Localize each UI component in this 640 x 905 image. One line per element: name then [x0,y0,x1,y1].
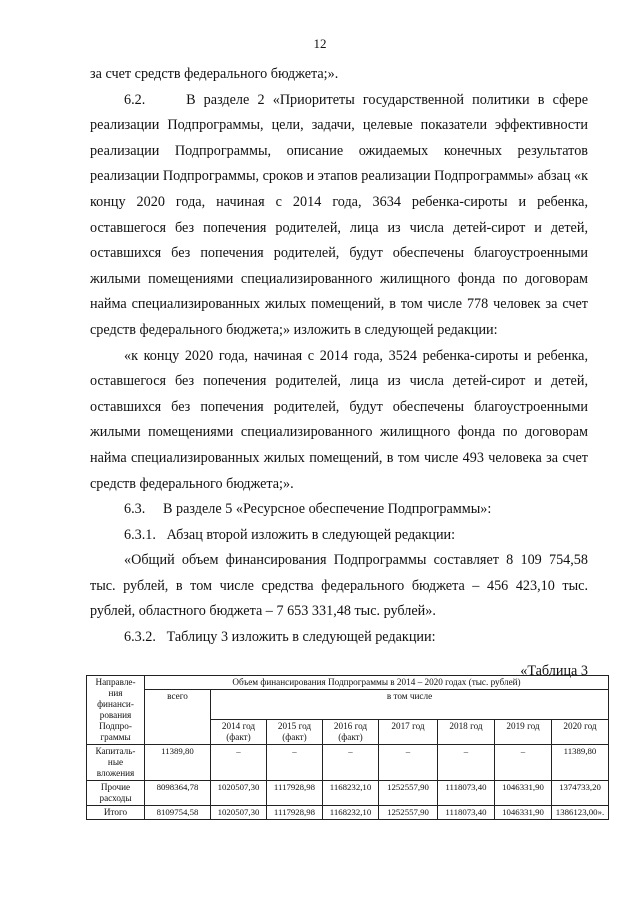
total-cell: 8109754,58 [145,806,211,820]
value-cell: – [379,745,438,781]
year-header: 2020 год [552,720,609,745]
year-header: 2016 год (факт) [323,720,379,745]
value-cell: 1374733,20 [552,781,609,806]
value-cell: 1118073,40 [438,781,495,806]
value-cell: 1046331,90 [495,781,552,806]
corner-header: Направле-ния финанси-рования Подпро-граммы [87,676,145,745]
value-cell: 1168232,10 [323,781,379,806]
row-label: Прочие расходы [87,781,145,806]
value-cell: 1117928,98 [267,781,323,806]
value-cell: – [267,745,323,781]
document-body [90,62,588,684]
year-header: 2017 год [379,720,438,745]
value-cell: 1020507,30 [211,806,267,820]
row-label: Капиталь-ные вложения [87,745,145,781]
year-header: 2018 год [438,720,495,745]
value-cell: 1252557,90 [379,781,438,806]
year-header: 2019 год [495,720,552,745]
sub-header: в том числе [211,690,609,720]
total-cell: 8098364,78 [145,781,211,806]
value-cell: 1168232,10 [323,806,379,820]
group-header: Объем финансирования Подпрограммы в 2014 – 2020 годах (тыс. рублей) [145,676,609,690]
value-cell: 1118073,40 [438,806,495,820]
paragraph-6-3-2: 6.3.2. Таблицу 3 изложить в следующей редакции: [124,629,436,646]
year-header: 2015 год (факт) [267,720,323,745]
value-cell: 1252557,90 [379,806,438,820]
table-header-row-2 [87,690,609,720]
year-header: 2014 год (факт) [211,720,267,745]
value-cell: 11389,80 [552,745,609,781]
row-label: Итого [87,806,145,820]
value-cell: – [211,745,267,781]
value-cell: – [323,745,379,781]
value-cell: – [438,745,495,781]
value-cell: 1046331,90 [495,806,552,820]
paragraph-6-3-1: 6.3.1. Абзац второй изложить в следующей редакции: [124,526,456,543]
total-header: всего [145,690,211,745]
paragraph-new-wording: «к концу 2020 года, начиная с 2014 года, 3524 ребенка-сироты и ребенка, оставшегося без попечения родителей, лица из числа детей-сирот и детей, оставшихся без попечения родителей, будут обеспечены благоустроенными жилыми помещениями специализированного жилищного фонда по договорам найма специализированных жилых помещений, в том числе 493 человека за счет средств федерального бюджета;». [90,347,588,492]
total-cell: 11389,80 [145,745,211,781]
paragraph-6-2: 6.2. В разделе 2 «Приоритеты государственной политики в сфере реализации Подпрограммы, цели, задачи, целевые показатели эффективности реализации Подпрограммы, описание ожидаемых конечных результатов реализации Подпрограммы, сроков и этапов реализации Подпрограммы» абзац «к концу 2020 года, начиная с 2014 года, 3634 ребенка-сироты и ребенка, оставшегося без попечения родителей, лица из числа детей-сирот и детей, оставшихся без попечения родителей, будут обеспечены благоустроенными жилыми помещениями специализированного жилищного фонда по договорам найма специализированных жилых помещений, в том числе 778 человек за счет средств федерального бюджета;» изложить в следующей редакции: [90,91,588,338]
paragraph-funding: «Общий объем финансирования Подпрограммы составляет 8 109 754,58 тыс. рублей, в том числе средства федерального бюджета – 456 423,10 тыс. рублей, областного бюджета – 7 653 331,48 тыс. рублей». [90,552,588,620]
value-cell: 1386123,00». [552,806,609,820]
table-row [87,781,609,806]
paragraph-continuation: за счет средств федерального бюджета;». [90,66,339,82]
value-cell: – [495,745,552,781]
value-cell: 1117928,98 [267,806,323,820]
table-row [87,806,609,820]
paragraph-6-3: 6.3. В разделе 5 «Ресурсное обеспечение Подпрограммы»: [124,501,492,518]
funding-table [86,675,609,820]
funding-table-container [86,675,608,820]
table-header-row-1 [87,676,609,690]
table-row [87,745,609,781]
value-cell: 1020507,30 [211,781,267,806]
table-caption: «Таблица 3 [520,662,588,679]
page-number: 12 [313,36,327,51]
